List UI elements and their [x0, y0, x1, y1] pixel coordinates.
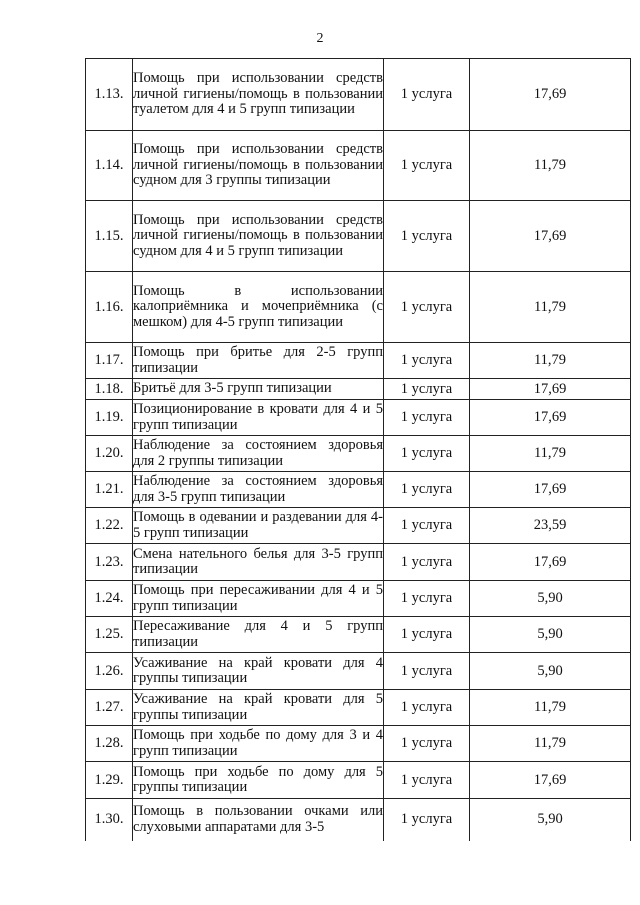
row-number: 1.30. — [86, 799, 133, 841]
service-price: 5,90 — [470, 799, 631, 841]
service-description: Наблюдение за состоянием здоровья для 3-5 групп типизации — [133, 472, 384, 508]
service-price: 17,69 — [470, 59, 631, 131]
service-price: 5,90 — [470, 617, 631, 653]
service-price: 5,90 — [470, 581, 631, 617]
table-row — [86, 201, 631, 272]
unit-of-measure: 1 услуга — [384, 581, 470, 617]
unit-of-measure: 1 услуга — [384, 544, 470, 581]
unit-of-measure: 1 услуга — [384, 762, 470, 799]
table-row — [86, 617, 631, 653]
unit-of-measure: 1 услуга — [384, 59, 470, 131]
unit-of-measure: 1 услуга — [384, 272, 470, 343]
unit-of-measure: 1 услуга — [384, 690, 470, 726]
unit-of-measure: 1 услуга — [384, 617, 470, 653]
table-row — [86, 131, 631, 201]
service-description: Бритьё для 3-5 групп типизации — [133, 379, 384, 400]
service-price: 17,69 — [470, 400, 631, 436]
row-number: 1.20. — [86, 436, 133, 472]
unit-of-measure: 1 услуга — [384, 131, 470, 201]
service-description: Помощь при ходьбе по дому для 3 и 4 групп типизации — [133, 726, 384, 762]
table-row — [86, 726, 631, 762]
service-description: Помощь при использовании средств личной гигиены/помощь в пользовании туалетом для 4 и 5 групп типизации — [133, 59, 384, 131]
row-number: 1.13. — [86, 59, 133, 131]
service-price: 23,59 — [470, 508, 631, 544]
row-number: 1.16. — [86, 272, 133, 343]
table-row — [86, 272, 631, 343]
unit-of-measure: 1 услуга — [384, 508, 470, 544]
row-number: 1.23. — [86, 544, 133, 581]
page-number: 2 — [316, 31, 324, 46]
service-description: Помощь при пересаживании для 4 и 5 групп типизации — [133, 581, 384, 617]
service-price: 17,69 — [470, 379, 631, 400]
service-price: 11,79 — [470, 726, 631, 762]
table-row — [86, 508, 631, 544]
unit-of-measure: 1 услуга — [384, 436, 470, 472]
unit-of-measure: 1 услуга — [384, 400, 470, 436]
services-table — [85, 58, 631, 841]
services-table-body — [86, 59, 631, 841]
table-row — [86, 690, 631, 726]
service-description: Позиционирование в кровати для 4 и 5 групп типизации — [133, 400, 384, 436]
unit-of-measure: 1 услуга — [384, 799, 470, 841]
row-number: 1.24. — [86, 581, 133, 617]
table-row — [86, 653, 631, 690]
service-description: Помощь в использовании калоприёмника и мочеприёмника (с мешком) для 4-5 групп типизации — [133, 272, 384, 343]
service-description: Смена нательного белья для 3-5 групп типизации — [133, 544, 384, 581]
unit-of-measure: 1 услуга — [384, 201, 470, 272]
service-price: 17,69 — [470, 472, 631, 508]
row-number: 1.15. — [86, 201, 133, 272]
table-row — [86, 581, 631, 617]
service-price: 17,69 — [470, 544, 631, 581]
service-price: 5,90 — [470, 653, 631, 690]
service-description: Помощь при использовании средств личной гигиены/помощь в пользовании судном для 3 группы типизации — [133, 131, 384, 201]
row-number: 1.27. — [86, 690, 133, 726]
service-price: 11,79 — [470, 272, 631, 343]
table-row — [86, 762, 631, 799]
unit-of-measure: 1 услуга — [384, 653, 470, 690]
service-price: 11,79 — [470, 690, 631, 726]
row-number: 1.21. — [86, 472, 133, 508]
row-number: 1.18. — [86, 379, 133, 400]
unit-of-measure: 1 услуга — [384, 343, 470, 379]
service-price: 11,79 — [470, 436, 631, 472]
service-price: 17,69 — [470, 201, 631, 272]
table-row — [86, 472, 631, 508]
row-number: 1.22. — [86, 508, 133, 544]
service-price: 17,69 — [470, 762, 631, 799]
table-row — [86, 436, 631, 472]
service-description: Усаживание на край кровати для 4 группы типизации — [133, 653, 384, 690]
table-row — [86, 544, 631, 581]
row-number: 1.26. — [86, 653, 133, 690]
row-number: 1.29. — [86, 762, 133, 799]
row-number: 1.19. — [86, 400, 133, 436]
service-description: Наблюдение за состоянием здоровья для 2 группы типизации — [133, 436, 384, 472]
table-row — [86, 400, 631, 436]
table-row — [86, 379, 631, 400]
table-row — [86, 59, 631, 131]
row-number: 1.14. — [86, 131, 133, 201]
row-number: 1.28. — [86, 726, 133, 762]
service-description: Усаживание на край кровати для 5 группы типизации — [133, 690, 384, 726]
service-description: Пересаживание для 4 и 5 групп типизации — [133, 617, 384, 653]
service-price: 11,79 — [470, 131, 631, 201]
row-number: 1.17. — [86, 343, 133, 379]
service-description: Помощь в одевании и раздевании для 4-5 групп типизации — [133, 508, 384, 544]
unit-of-measure: 1 услуга — [384, 379, 470, 400]
service-description: Помощь при бритье для 2-5 групп типизации — [133, 343, 384, 379]
service-description: Помощь в пользовании очками или слуховыми аппаратами для 3-5 — [133, 799, 384, 841]
unit-of-measure: 1 услуга — [384, 726, 470, 762]
service-description: Помощь при ходьбе по дому для 5 группы типизации — [133, 762, 384, 799]
service-description: Помощь при использовании средств личной гигиены/помощь в пользовании судном для 4 и 5 групп типизации — [133, 201, 384, 272]
table-row — [86, 343, 631, 379]
service-price: 11,79 — [470, 343, 631, 379]
row-number: 1.25. — [86, 617, 133, 653]
table-row — [86, 799, 631, 841]
unit-of-measure: 1 услуга — [384, 472, 470, 508]
